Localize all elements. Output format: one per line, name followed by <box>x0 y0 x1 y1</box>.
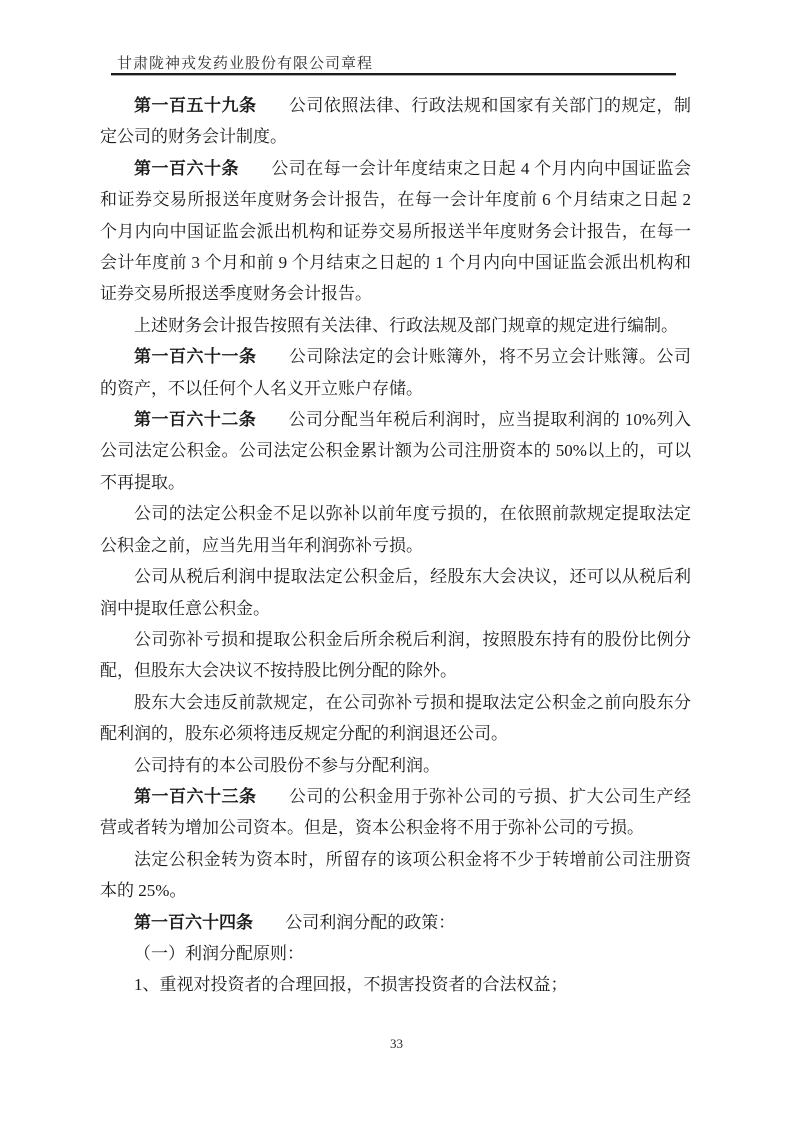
article-paragraph <box>100 781 691 844</box>
running-header-title: 甘肃陇神戎发药业股份有限公司章程 <box>117 56 374 72</box>
paragraph-text: 上述财务会计报告按照有关法律、行政法规及部门规章的规定进行编制。 <box>134 315 678 335</box>
list-item-paragraph <box>100 969 691 1000</box>
paragraph-text: 法定公积金转为资本时，所留存的该项公积金将不少于转增前公司注册资本的 25%。 <box>100 849 691 901</box>
document-body <box>100 90 691 1001</box>
paragraph-text: 公司弥补亏损和提取公积金后所余税后利润，按照股东持有的股份比例分配，但股东大会决议不按持股比例分配的除外。 <box>100 629 691 681</box>
paragraph-text: 公司利润分配的政策： <box>285 912 456 932</box>
body-paragraph <box>100 561 691 624</box>
article-number: 第一百六十条 <box>134 158 239 178</box>
paragraph-text: （一）利润分配原则： <box>134 943 304 963</box>
body-paragraph <box>100 844 691 907</box>
article-number: 第一百六十一条 <box>134 347 257 367</box>
paragraph-text: 公司除法定的会计账簿外，将不另立会计账簿。公司的资产，不以任何个人名义开立账户存储。 <box>100 347 692 398</box>
body-paragraph <box>100 750 691 781</box>
body-paragraph <box>100 624 691 687</box>
paragraph-text: 公司持有的本公司股份不参与分配利润。 <box>134 755 440 775</box>
paragraph-text: 公司的法定公积金不足以弥补以前年度亏损的，在依照前款规定提取法定公积金之前，应当先用当年利润弥补亏损。 <box>100 504 691 555</box>
paragraph-text: 1、重视对投资者的合理回报，不损害投资者的合法权益； <box>134 975 568 995</box>
page-number: 33 <box>390 1036 403 1051</box>
paragraph-text: 公司分配当年税后利润时，应当提取利润的 10%列入公司法定公积金。公司法定公积金累计额为公司注册资本的 50%以上的，可以不再提取。 <box>100 410 692 492</box>
paragraph-text: 股东大会违反前款规定，在公司弥补亏损和提取法定公积金之前向股东分配利润的，股东必须将违反规定分配的利润退还公司。 <box>100 692 691 744</box>
page-footer <box>0 1036 793 1052</box>
article-paragraph <box>100 907 691 938</box>
body-paragraph <box>100 498 691 561</box>
paragraph-text: 公司依照法律、行政法规和国家有关部门的规定，制定公司的财务会计制度。 <box>100 96 692 147</box>
article-number: 第一百六十二条 <box>134 410 257 430</box>
body-paragraph <box>100 687 691 750</box>
article-paragraph <box>100 341 691 404</box>
paragraph-text: 公司从税后利润中提取法定公积金后，经股东大会决议，还可以从税后利润中提取任意公积金。 <box>100 567 691 618</box>
body-paragraph <box>100 310 691 341</box>
article-number: 第一百六十三条 <box>134 786 257 806</box>
paragraph-text: 公司在每一会计年度结束之日起 4 个月内向中国证监会和证券交易所报送年度财务会计报告，在每一会计年度前 6 个月结束之日起 2 个月内向中国证监会派出机构和证券交易所报送半年度财务会计报告，在每一会计年度前 3 个月和前 9 个月结束之日起的 1 个月内向中国证监会派出机构和证券交易所报送季度财务会计报告。 <box>100 158 692 304</box>
article-number: 第一百六十四条 <box>134 912 253 932</box>
article-paragraph <box>100 153 691 310</box>
article-paragraph <box>100 404 691 498</box>
article-paragraph <box>100 90 691 153</box>
paragraph-text: 公司的公积金用于弥补公司的亏损、扩大公司生产经营或者转为增加公司资本。但是，资本公积金将不用于弥补公司的亏损。 <box>100 786 692 838</box>
article-number: 第一百五十九条 <box>134 96 257 115</box>
list-item-paragraph <box>100 938 691 969</box>
header-divider-rule <box>111 73 676 76</box>
